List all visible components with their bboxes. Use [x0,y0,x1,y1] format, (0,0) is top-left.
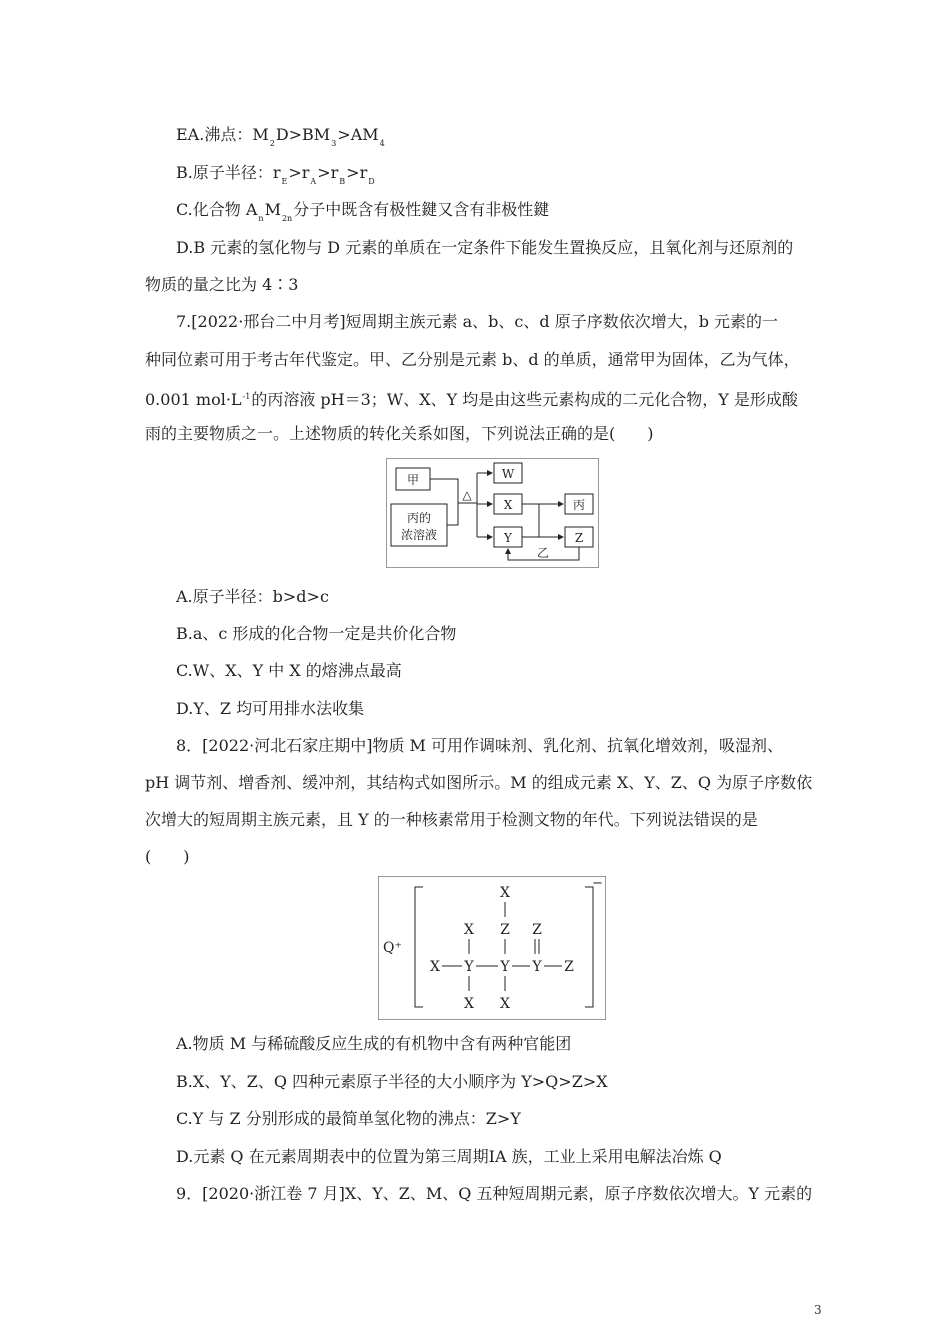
q8-stem-line4: ( ) [145,847,190,866]
q8-option-a: A.物质 M 与稀硫酸反应生成的有机物中含有两种官能团 [176,1034,572,1053]
label-yi: 乙 [536,546,550,560]
q8-option-d: D.元素 Q 在元素周期表中的位置为第三周期ⅠA 族，工业上采用电解法冶炼 Q [176,1147,722,1166]
q6-option-d-line2: 物质的量之比为 4∶3 [145,275,299,294]
label-bing-conc-2: 浓溶液 [400,528,438,542]
atom-x-bottom-right: X [500,996,510,1012]
label-charge: − [592,877,603,891]
q8-stem-line1: 8．[2022·河北石家庄期中]物质 M 可用作调味剂、乳化剂、抗氧化增效剂，吸湿剂、 [176,736,784,755]
label-heat: △ [462,488,472,502]
atom-z-upper-right: Z [532,922,542,938]
q7-conversion-diagram [386,458,599,568]
q9-stem-line1: 9．[2020·浙江卷 7 月]X、Y、Z、M、Q 五种短周期元素，原子序数依次增大。Y 元素的 [176,1184,813,1203]
atom-z-right: Z [564,959,574,975]
q6-option-a: EA.沸点：$M_2D>BM_3>AM_4$ [176,125,385,148]
atom-x-upper-left: X [464,922,474,938]
q7-stem-line2: 种同位素可用于考古年代鉴定。甲、乙分别是元素 b、d 的单质，通常甲为固体，乙为气体， [145,350,800,369]
bracket-left [415,887,423,1007]
q7-option-b: B.a、c 形成的化合物一定是共价化合物 [176,624,457,643]
q8-stem-line2: pH 调节剂、增香剂、缓冲剂，其结构式如图所示。M 的组成元素 X、Y、Z、Q 为原子序数依 [145,773,813,792]
q7-stem-line1: 7.[2022·邢台二中月考]短周期主族元素 a、b、c、d 原子序数依次增大，b 元素的一 [176,312,779,331]
q6-option-c: C.化合物 $A_nM_{2n}$分子中既含有极性鍵又含有非极性鍵 [176,200,550,223]
q7-option-c: C.W、X、Y 中 X 的熔沸点最高 [176,661,402,680]
label-x: X [503,498,513,512]
atom-x-top: X [500,885,510,901]
atom-y-1: Y [464,959,474,975]
label-bing-conc-1: 丙的 [406,511,432,525]
label-z: Z [574,531,584,545]
atom-x-bottom-left: X [464,996,474,1012]
atom-y-3: Y [532,959,542,975]
q7-stem-line4: 雨的主要物质之一。上述物质的转化关系如图，下列说法正确的是( ) [145,424,654,443]
label-w: W [501,467,515,481]
q8-structure-figure [378,876,606,1020]
label-y: Y [504,531,512,545]
q7-option-d: D.Y、Z 均可用排水法收集 [176,699,365,718]
atom-z-middle: Z [500,922,510,938]
q8-option-c: C.Y 与 Z 分别形成的最简单氢化物的沸点：Z>Y [176,1109,521,1128]
q6-option-b: B.原子半径：$r_E>r_A>r_B>r_D$ [176,163,375,186]
q8-option-b: B.X、Y、Z、Q 四种元素原子半径的大小顺序为 Y>Q>Z>X [176,1072,608,1091]
q6-option-d-line1: D.B 元素的氢化物与 D 元素的单质在一定条件下能发生置换反应，且氧化剂与还原剂的 [176,238,794,257]
label-jia: 甲 [406,473,420,487]
q7-stem-line3: 0.001 $mol\cdot L^{-1}$的丙溶液 pH＝3；W、X、Y 均是由这些元素构成的二元化合物，Y 是形成酸 [145,390,798,409]
page-number: 3 [814,1303,822,1317]
atom-x-left: X [430,959,440,975]
bracket-right [585,887,593,1007]
q8-stem-line3: 次增大的短周期主族元素，且 Y 的一种核素常用于检测文物的年代。下列说法错误的是 [145,810,758,829]
label-bing: 丙 [572,498,586,512]
q7-option-a: A.原子半径：b>d>c [176,587,329,606]
label-q-ion: Q⁺ [383,940,402,956]
atom-y-2: Y [500,959,510,975]
